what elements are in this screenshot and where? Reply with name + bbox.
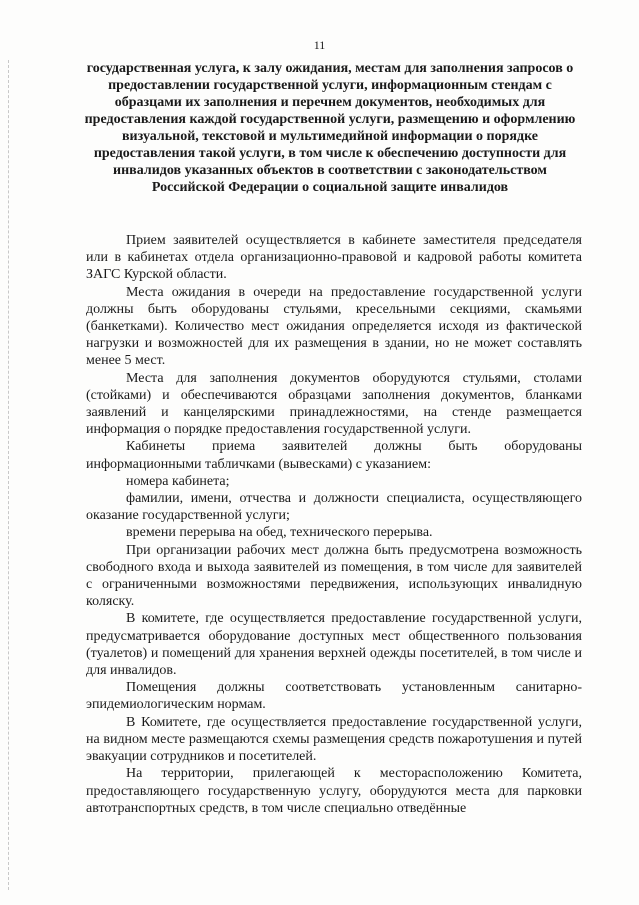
paragraph-public-facilities: В комитете, где осуществляется предоставление государственной услуги, предусматривается оборудование доступных мест общественного пользования (туалетов) и помещений для хранения верхней одежды посетителей, в том числе и для инвалидов. [86, 611, 582, 679]
list-item-break-time: времени перерыва на обед, технического перерыва. [126, 525, 433, 541]
paragraph-parking: На территории, прилегающей к месторасположению Комитета, предоставляющего государственную услугу, оборудуются места для парковки автотранспортных средств, в том числе специально отведённые [86, 766, 582, 816]
paragraph-reception: Прием заявителей осуществляется в кабинете заместителя председателя или в кабинетах отдела организационно-правовой и кадровой работы комитета ЗАГС Курской области. [86, 233, 582, 283]
list-item-specialist-name: фамилии, имени, отчества и должности специалиста, осуществляющего оказание государственной услуги; [86, 491, 582, 524]
paragraph-filling-places: Места для заполнения документов оборудуются стульями, столами (стойками) и обеспечиваются образцами заполнения документов, бланками заявлений и канцелярскими принадлежностями, на стенде размещается информация о порядке предоставления государственной услуги. [86, 370, 582, 438]
paragraph-evacuation: В Комитете, где осуществляется предоставление государственной услуги, на видном месте размещаются схемы размещения средств пожаротушения и путей эвакуации сотрудников и посетителей. [86, 714, 582, 765]
paragraph-cabinets: Кабинеты приема заявителей должны быть оборудованы информационными табличками (вывесками) с указанием: [86, 439, 582, 472]
page-number: 11 [313, 38, 326, 52]
paragraph-workplaces: При организации рабочих мест должна быть предусмотрена возможность свободного входа и выхода заявителей из помещения, в том числе для заявителей с ограниченными возможностями передвижения, использующих инвалидную коляску. [86, 542, 582, 610]
paragraph-waiting-places: Места ожидания в очереди на предоставление государственной услуги должны быть оборудованы стульями, кресельными секциями, скамьями (банкетками). Количество мест ожидания определяется исходя из фактической нагрузки и возможностей для их размещения в здании, но не может составлять менее 5 мест. [86, 284, 582, 369]
body-text [86, 232, 582, 817]
section-heading: государственная услуга, к залу ожидания, местам для заполнения запросов о предоставлении государственной услуги, информационным стендам с образцами их заполнения и перечнем документов, необходимых для предоставления каждой государственной услуги, размещению и оформлению визуальной, текстовой и мультимедийной информации о порядке предоставления такой услуги, в том числе к обеспечению доступности для инвалидов указанных объектов в соответствии с законодательством Российской Федерации о социальной защите инвалидов [84, 61, 576, 195]
paragraph-sanitary: Помещения должны соответствовать установленным санитарно-эпидемиологическим нормам. [86, 680, 582, 713]
scan-edge-line [8, 60, 10, 890]
list-item-cabinet-number: номера кабинета; [126, 473, 230, 489]
